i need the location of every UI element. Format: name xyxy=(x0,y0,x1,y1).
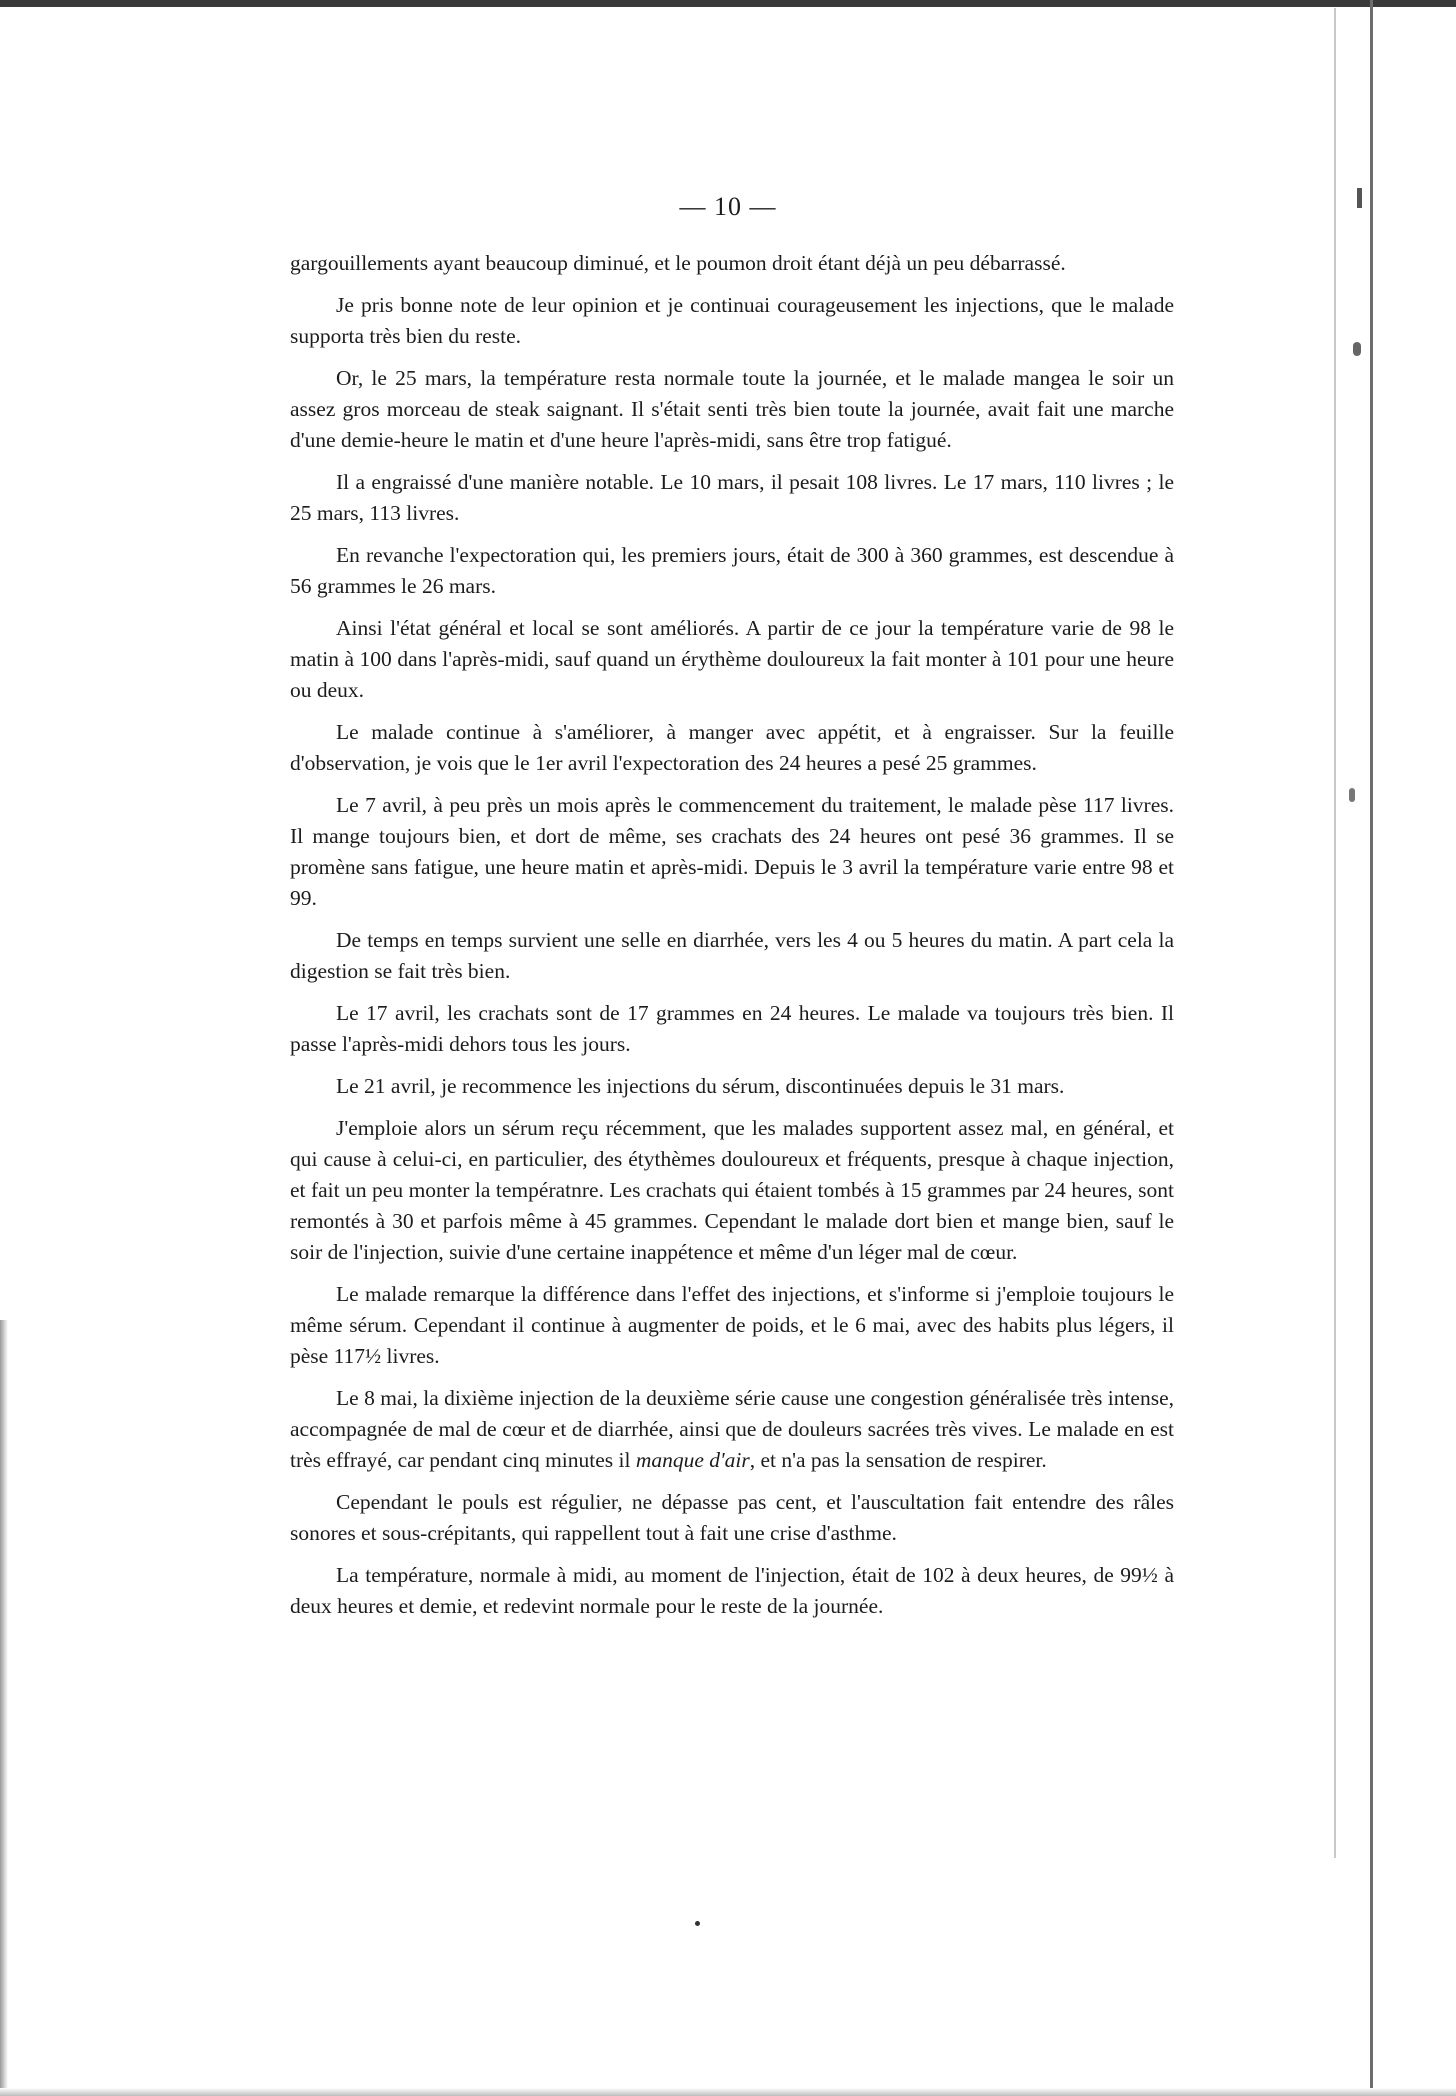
paragraph: Ainsi l'état général et local se sont améliorés. A partir de ce jour la température varie de 98 le matin à 100 dans l'après-midi, sauf quand un érythème douloureux la fait monter à 101 pour une heure ou deux. xyxy=(290,616,1174,702)
body-text xyxy=(290,248,1174,1633)
paragraph: Il a engraissé d'une manière notable. Le 10 mars, il pesait 108 livres. Le 17 mars, 110 livres ; le 25 mars, 113 livres. xyxy=(290,470,1174,525)
scan-page-edge xyxy=(1370,0,1373,2096)
margin-mark xyxy=(1349,788,1355,802)
paragraph: En revanche l'expectoration qui, les premiers jours, était de 300 à 360 grammes, est descendue à 56 grammes le 26 mars. xyxy=(290,543,1174,598)
paragraph: La température, normale à midi, au moment de l'injection, était de 102 à deux heures, de 99½ à deux heures et demie, et redevint normale pour le reste de la journée. xyxy=(290,1563,1174,1618)
scan-page-fold xyxy=(1334,8,1336,1858)
paragraph: Cependant le pouls est régulier, ne dépasse pas cent, et l'auscultation fait entendre des râles sonores et sous-crépitants, qui rappellent tout à fait une crise d'asthme. xyxy=(290,1490,1174,1545)
paragraph: Le malade remarque la différence dans l'effet des injections, et s'informe si j'emploie toujours le même sérum. Cependant il continue à augmenter de poids, et le 6 mai, avec des habits plus légers, il pèse 117½ livres. xyxy=(290,1282,1174,1368)
scan-top-border xyxy=(0,0,1456,7)
paragraph: Je pris bonne note de leur opinion et je continuai courageusement les injections, que le malade supporta très bien du reste. xyxy=(290,293,1174,348)
ink-speck xyxy=(695,1921,700,1926)
paragraph-text: , et n'a pas la sensation de respirer. xyxy=(749,1448,1047,1472)
scan-bottom-shadow xyxy=(0,2088,1456,2096)
paragraph: Le 17 avril, les crachats sont de 17 grammes en 24 heures. Le malade va toujours très bien. Il passe l'après-midi dehors tous les jours. xyxy=(290,1001,1174,1056)
paragraph: gargouillements ayant beaucoup diminué, et le poumon droit étant déjà un peu débarrassé. xyxy=(290,251,1066,275)
page-number: — 10 — xyxy=(679,192,777,221)
paragraph: Le malade continue à s'améliorer, à manger avec appétit, et à engraisser. Sur la feuille d'observation, je vois que le 1er avril l'expectoration des 24 heures a pesé 25 grammes. xyxy=(290,720,1174,775)
paragraph: J'emploie alors un sérum reçu récemment, que les malades supportent assez mal, en général, et qui cause à celui-ci, en particulier, des étythèmes douloureux et fréquents, presque à chaque injection, et fait un peu monter la températnre. Les crachats qui étaient tombés à 15 grammes par 24 heures, sont remontés à 30 et parfois même à 45 grammes. Cependant le malade dort bien et mange bien, sauf le soir de l'injection, suivie d'une certaine inappétence et même d'un léger mal de cœur. xyxy=(290,1116,1174,1264)
scan-left-shadow xyxy=(0,1320,8,2096)
paragraph: Or, le 25 mars, la température resta normale toute la journée, et le malade mangea le soir un assez gros morceau de steak saignant. Il s'était senti très bien toute la journée, avait fait une marche d'une demie-heure le matin et d'une heure l'après-midi, sans être trop fatigué. xyxy=(290,366,1174,452)
italic-phrase: manque d'air xyxy=(635,1448,750,1472)
paragraph: Le 21 avril, je recommence les injections du sérum, discontinuées depuis le 31 mars. xyxy=(336,1074,1065,1098)
paragraph xyxy=(290,1383,1174,1476)
paragraph: De temps en temps survient une selle en diarrhée, vers les 4 ou 5 heures du matin. A part cela la digestion se fait très bien. xyxy=(290,928,1174,983)
margin-mark xyxy=(1353,342,1361,356)
paragraph: Le 7 avril, à peu près un mois après le commencement du traitement, le malade pèse 117 livres. Il mange toujours bien, et dort de même, ses crachats des 24 heures ont pesé 36 grammes. Il se promène sans fatigue, une heure matin et après-midi. Depuis le 3 avril la température varie entre 98 et 99. xyxy=(290,793,1174,910)
paragraph-text: Le 8 mai, la dixième injection de la deuxième série cause une congestion généralisée très intense, accompagnée de mal de cœur et de diarrhée, ainsi que de douleurs sacrées très vives. Le malade en est très effrayé, car pendant cinq minutes il xyxy=(290,1386,1174,1472)
